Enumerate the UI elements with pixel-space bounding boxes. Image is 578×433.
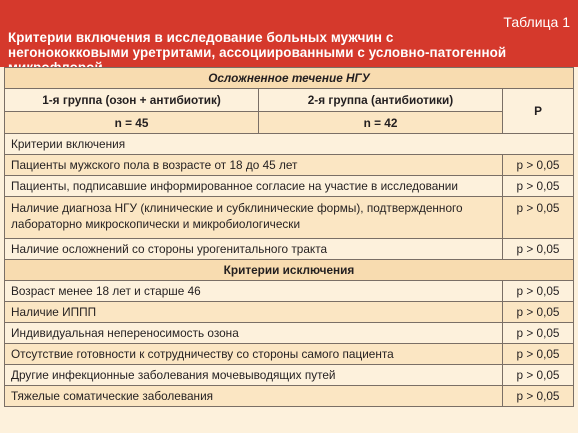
p-value: p > 0,05 <box>503 386 574 407</box>
table-number: Таблица 1 <box>503 14 570 30</box>
group1-n: n = 45 <box>5 112 259 134</box>
exclusion-label: Критерии исключения <box>5 260 574 281</box>
p-header: Р <box>503 89 574 134</box>
p-value: p > 0,05 <box>503 176 574 197</box>
criterion-text: Наличие диагноза НГУ (клинические и субклинические формы), подтвержденного лабораторно микроскопически и микробиологически <box>5 197 503 239</box>
p-value: p > 0,05 <box>503 302 574 323</box>
group2-header: 2-я группа (антибиотики) <box>259 89 503 112</box>
criterion-text: Пациенты мужского пола в возрасте от 18 до 45 лет <box>5 155 503 176</box>
table-row <box>5 176 574 197</box>
table-row <box>5 239 574 260</box>
group2-n: n = 42 <box>259 112 503 134</box>
criterion-text: Наличие осложнений со стороны урогенитального тракта <box>5 239 503 260</box>
p-value: p > 0,05 <box>503 239 574 260</box>
criterion-text: Тяжелые соматические заболевания <box>5 386 503 407</box>
table-row <box>5 365 574 386</box>
criterion-text: Индивидуальная непереносимость озона <box>5 323 503 344</box>
criteria-table <box>4 67 574 407</box>
p-value: p > 0,05 <box>503 197 574 239</box>
criterion-text: Пациенты, подписавшие информированное согласие на участие в исследовании <box>5 176 503 197</box>
p-value: p > 0,05 <box>503 323 574 344</box>
table-row <box>5 197 574 239</box>
table-header <box>0 0 578 67</box>
group1-header: 1-я группа (озон + антибиотик) <box>5 89 259 112</box>
p-value: p > 0,05 <box>503 365 574 386</box>
p-value: p > 0,05 <box>503 344 574 365</box>
table-row <box>5 323 574 344</box>
section-complicated-ngu: Осложненное течение НГУ <box>5 68 574 89</box>
table-row <box>5 386 574 407</box>
table-row <box>5 302 574 323</box>
p-value: p > 0,05 <box>503 281 574 302</box>
table-title: Критерии включения в исследование больных мужчин с негонококковыми уретритами, ассоциированными с условно-патогенной <box>8 30 507 60</box>
p-value: p > 0,05 <box>503 155 574 176</box>
table-row <box>5 344 574 365</box>
table-row <box>5 281 574 302</box>
inclusion-label: Критерии включения <box>5 134 574 155</box>
criterion-text: Возраст менее 18 лет и старше 46 <box>5 281 503 302</box>
criterion-text: Отсутствие готовности к сотрудничеству со стороны самого пациента <box>5 344 503 365</box>
criterion-text: Другие инфекционные заболевания мочевыводящих путей <box>5 365 503 386</box>
table-row <box>5 155 574 176</box>
criterion-text: Наличие ИППП <box>5 302 503 323</box>
